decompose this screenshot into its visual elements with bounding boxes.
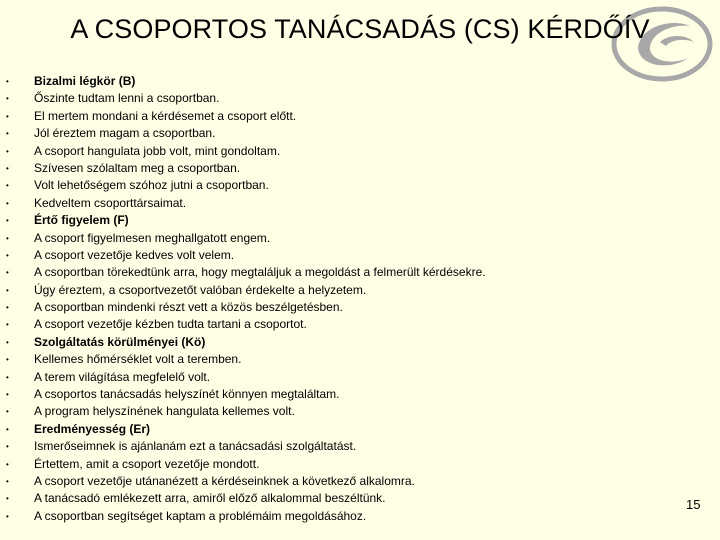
bullet-icon: • (6, 181, 9, 191)
bullet-icon: • (6, 407, 9, 417)
page-number: 15 (686, 497, 701, 512)
list-item-text: A csoportban törekedtünk arra, hogy megtaláljuk a megoldást a felmerült kérdésekre. (34, 265, 486, 280)
list-item-text: Értő figyelem (F) (34, 213, 129, 228)
bullet-icon: • (6, 355, 9, 365)
bullet-icon: • (6, 146, 9, 156)
bullet-icon: • (6, 303, 9, 313)
list-item-text: Őszinte tudtam lenni a csoportban. (34, 91, 220, 106)
list-item-text: A csoport vezetője kedves volt velem. (34, 247, 235, 262)
list-item-text: A csoportban segítséget kaptam a problémáim megoldásához. (34, 508, 367, 523)
bullet-icon: • (6, 198, 9, 208)
list-item-text: A csoport figyelmesen meghallgatott engem. (34, 230, 271, 245)
bullet-icon: • (6, 494, 9, 504)
list-item-text: A csoportban mindenki részt vett a közös beszélgetésben. (34, 300, 343, 315)
bullet-icon: • (6, 250, 9, 260)
list-item-text: El mertem mondani a kérdésemet a csoport előtt. (34, 108, 297, 123)
list-item-text: Szolgáltatás körülményei (Kö) (34, 334, 206, 349)
list-item-text: Eredményesség (Er) (34, 421, 151, 436)
bullet-icon: • (6, 459, 9, 469)
list-item-text: A csoport vezetője utánanézett a kérdéseinknek a következő alkalomra. (34, 473, 415, 488)
bullet-icon: • (6, 372, 9, 382)
bullet-icon: • (6, 77, 9, 86)
list-item-text: A terem világítása megfelelő volt. (34, 369, 211, 384)
bullet-icon: • (6, 94, 9, 104)
list-item-text: Jól éreztem magam a csoportban. (34, 126, 216, 141)
list-item-text: Úgy éreztem, a csoportvezetőt valóban érdekelte a helyzetem. (34, 282, 367, 297)
bullet-icon: • (6, 216, 9, 226)
bullet-icon: • (6, 337, 9, 347)
bullet-icon: • (6, 129, 9, 139)
bullet-icon: • (6, 163, 9, 173)
list-item-text: Kellemes hőmérséklet volt a teremben. (34, 352, 242, 367)
list-item-text: Bizalmi légkör (B) (34, 74, 136, 88)
list-item-text: A csoport vezetője kézben tudta tartani a csoportot. (34, 317, 307, 332)
list-item-text: Értettem, amit a csoport vezetője mondott. (34, 456, 260, 471)
bullet-icon: • (6, 424, 9, 434)
bullet-icon: • (6, 320, 9, 330)
bullet-icon: • (6, 442, 9, 452)
list-item-text: A csoportos tanácsadás helyszínét könnyen megtaláltam. (34, 387, 340, 402)
list-item-text: A tanácsadó emlékezett arra, amiről előző alkalommal beszéltünk. (34, 491, 386, 506)
bullet-icon: • (6, 111, 9, 121)
bullet-icon: • (6, 233, 9, 243)
list-item-text: Ismerőseimnek is ajánlanám ezt a tanácsadási szolgáltatást. (34, 439, 357, 454)
bullet-icon: • (6, 285, 9, 295)
list-item-text: A csoport hangulata jobb volt, mint gondoltam. (34, 143, 281, 158)
bullet-icon: • (6, 268, 9, 278)
list-item-text: A program helyszínének hangulata kellemes volt. (34, 404, 295, 419)
list-item-text: Volt lehetőségem szóhoz jutni a csoportban. (34, 178, 269, 193)
list-item-text: Szívesen szólaltam meg a csoportban. (34, 160, 241, 175)
bullet-icon: • (6, 511, 9, 521)
bullet-icon: • (6, 390, 9, 400)
list-item-text: Kedveltem csoporttársaimat. (34, 195, 187, 210)
page-title: A CSOPORTOS TANÁCSADÁS (CS) KÉRDŐÍV (70, 14, 650, 44)
bullet-icon: • (6, 476, 9, 486)
